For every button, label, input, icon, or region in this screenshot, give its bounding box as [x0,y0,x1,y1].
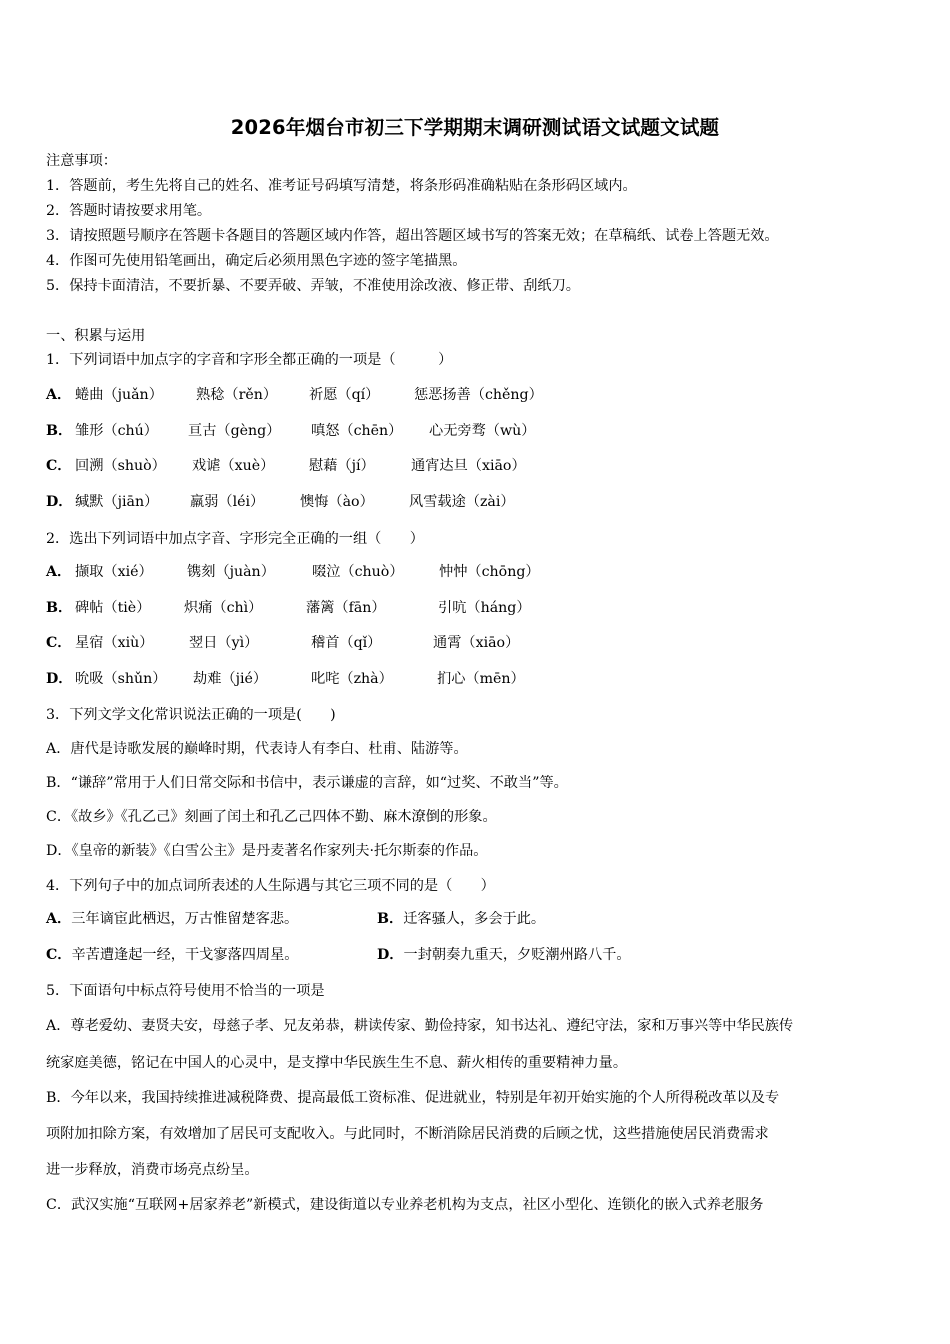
option-label: A． [46,387,72,403]
option-cell: 炽痛（chì） [184,600,263,616]
option-cell: 心无旁骛（wù） [429,423,536,439]
notice-item: 4．作图可先使用铅笔画出，确定后必须用黑色字迹的签字笔描黑。 [46,253,467,269]
option-cell: 嗔怒（chēn） [311,423,403,439]
option-cell: 羸弱（léi） [190,494,265,510]
option-cell: 劫难（jié） [193,671,268,687]
option-text: 辛苦遭逢起一经，干戈寥落四周星。 [71,947,299,963]
option-cell: 慰藉（jí） [309,458,375,474]
q4-option-a[interactable] [46,910,298,928]
option-cell: 撷取（xié） [75,564,153,580]
q1-option-a[interactable] [46,386,543,404]
option-cell: 啜泣（chuò） [312,564,404,580]
q5-option-b-line[interactable]: B．今年以来，我国持续推进减税降费、提高最低工资标准、促进就业，特别是年初开始实施的个人所得税改革以及专 [46,1090,780,1106]
option-cell: 通宵达旦（xiāo） [411,458,526,474]
q3-option-a[interactable]: A．唐代是诗歌发展的巅峰时期，代表诗人有李白、杜甫、陆游等。 [46,741,468,757]
option-text: 三年谪宦此栖迟，万古惟留楚客悲。 [71,911,299,927]
question-1-stem: 1．下列词语中加点字的字音和字形全都正确的一项是（ ） [46,352,453,368]
option-label: A． [46,564,72,580]
option-label: B． [46,600,73,616]
q3-option-c[interactable]: C．《故乡》《孔乙己》刻画了闰土和孔乙己四体不勤、麻木潦倒的形象。 [46,809,497,825]
option-label: C． [46,635,72,651]
option-label: C． [46,458,72,474]
question-5-stem: 5．下面语句中标点符号使用不恰当的一项是 [46,983,325,999]
option-cell: 蜷曲（juǎn） [75,387,163,403]
notice-item: 5．保持卡面清洁，不要折暴、不要弄破、弄皱，不准使用涂改液、修正带、刮纸刀。 [46,278,580,294]
q5-option-a-line[interactable]: A．尊老爱幼、妻贤夫安，母慈子孝、兄友弟恭，耕读传家、勤俭持家，知书达礼、遵纪守法，家和万事兴等中华民族传 [46,1018,794,1034]
option-label: D． [46,671,73,687]
notice-item: 1．答题前，考生先将自己的姓名、准考证号码填写清楚，将条形码准确粘贴在条形码区域内。 [46,178,637,194]
option-label: A． [46,911,72,927]
q4-option-b[interactable] [377,910,545,928]
q1-option-c[interactable] [46,457,526,475]
option-cell: 扪心（mēn） [437,671,525,687]
option-cell: 镌刻（juàn） [187,564,275,580]
option-cell: 稽首（qǐ） [311,635,382,651]
option-cell: 星宿（xiù） [75,635,154,651]
q5-option-c-line[interactable]: C．武汉实施“互联网+居家养老”新模式，建设街道以专业养老机构为支点，社区小型化、连锁化的嵌入式养老服务 [46,1197,764,1213]
q4-option-c[interactable] [46,946,299,964]
option-text: 一封朝奏九重天，夕贬潮州路八千。 [403,947,631,963]
option-label: B． [377,911,404,927]
option-cell: 风雪载途（zài） [409,494,515,510]
q1-option-d[interactable] [46,493,515,511]
option-label: B． [46,423,73,439]
q5-option-b-line[interactable]: 进一步释放，消费市场亮点纷呈。 [46,1162,259,1178]
q3-option-d[interactable]: D．《皇帝的新装》《白雪公主》是丹麦著名作家列夫·托尔斯泰的作品。 [46,843,488,859]
q2-option-d[interactable] [46,670,525,688]
q2-option-b[interactable] [46,599,531,617]
option-cell: 懊悔（ào） [300,494,374,510]
option-cell: 惩恶扬善（chěng） [414,387,543,403]
option-label: D． [46,494,73,510]
notice-item: 2．答题时请按要求用笔。 [46,203,212,219]
option-cell: 引吭（háng） [438,600,531,616]
option-cell: 戏谑（xuè） [192,458,275,474]
notice-heading: 注意事项： [46,153,117,169]
option-cell: 熟稔（rěn） [196,387,278,403]
option-cell: 祈愿（qí） [309,387,380,403]
option-cell: 藩篱（fān） [306,600,386,616]
option-cell: 雏形（chú） [75,423,158,439]
option-text: 迁客骚人，多会于此。 [403,911,546,927]
q2-option-a[interactable] [46,563,540,581]
page-title: 2026年烟台市初三下学期期末调研测试语文试题文试题 [230,116,720,139]
q1-option-b[interactable] [46,422,536,440]
option-label: D． [377,947,404,963]
q3-option-b[interactable]: B．“谦辞”常用于人们日常交际和书信中，表示谦虚的言辞，如“过奖、不敢当”等。 [46,775,568,791]
notice-item: 3．请按照题号顺序在答题卡各题目的答题区域内作答，超出答题区域书写的答案无效；在草稿纸、试卷上答题无效。 [46,228,779,244]
option-label: C． [46,947,72,963]
q5-option-b-line[interactable]: 项附加扣除方案，有效增加了居民可支配收入。与此同时，不断消除居民消费的后顾之忧，这些措施使居民消费需求 [46,1126,769,1142]
question-4-stem: 4．下列句子中的加点词所表述的人生际遇与其它三项不同的是（ ） [46,878,495,894]
section-heading: 一、积累与运用 [46,328,146,344]
question-3-stem: 3．下列文学文化常识说法正确的一项是( ) [46,707,336,723]
option-cell: 忡忡（chōng） [439,564,540,580]
q4-option-d[interactable] [377,946,631,964]
option-cell: 翌日（yì） [189,635,259,651]
option-cell: 吮吸（shǔn） [75,671,167,687]
option-cell: 通霄（xiāo） [433,635,520,651]
option-cell: 叱咤（zhà） [311,671,393,687]
option-cell: 亘古（gèng） [188,423,281,439]
option-cell: 回溯（shuò） [75,458,166,474]
question-2-stem: 2．选出下列词语中加点字音、字形完全正确的一组（ ） [46,531,424,547]
q5-option-a-line[interactable]: 统家庭美德，铭记在中国人的心灵中，是支撑中华民族生生不息、薪火相传的重要精神力量。 [46,1055,628,1071]
option-cell: 碑帖（tiè） [75,600,151,616]
q2-option-c[interactable] [46,634,520,652]
option-cell: 缄默（jiān） [75,494,159,510]
